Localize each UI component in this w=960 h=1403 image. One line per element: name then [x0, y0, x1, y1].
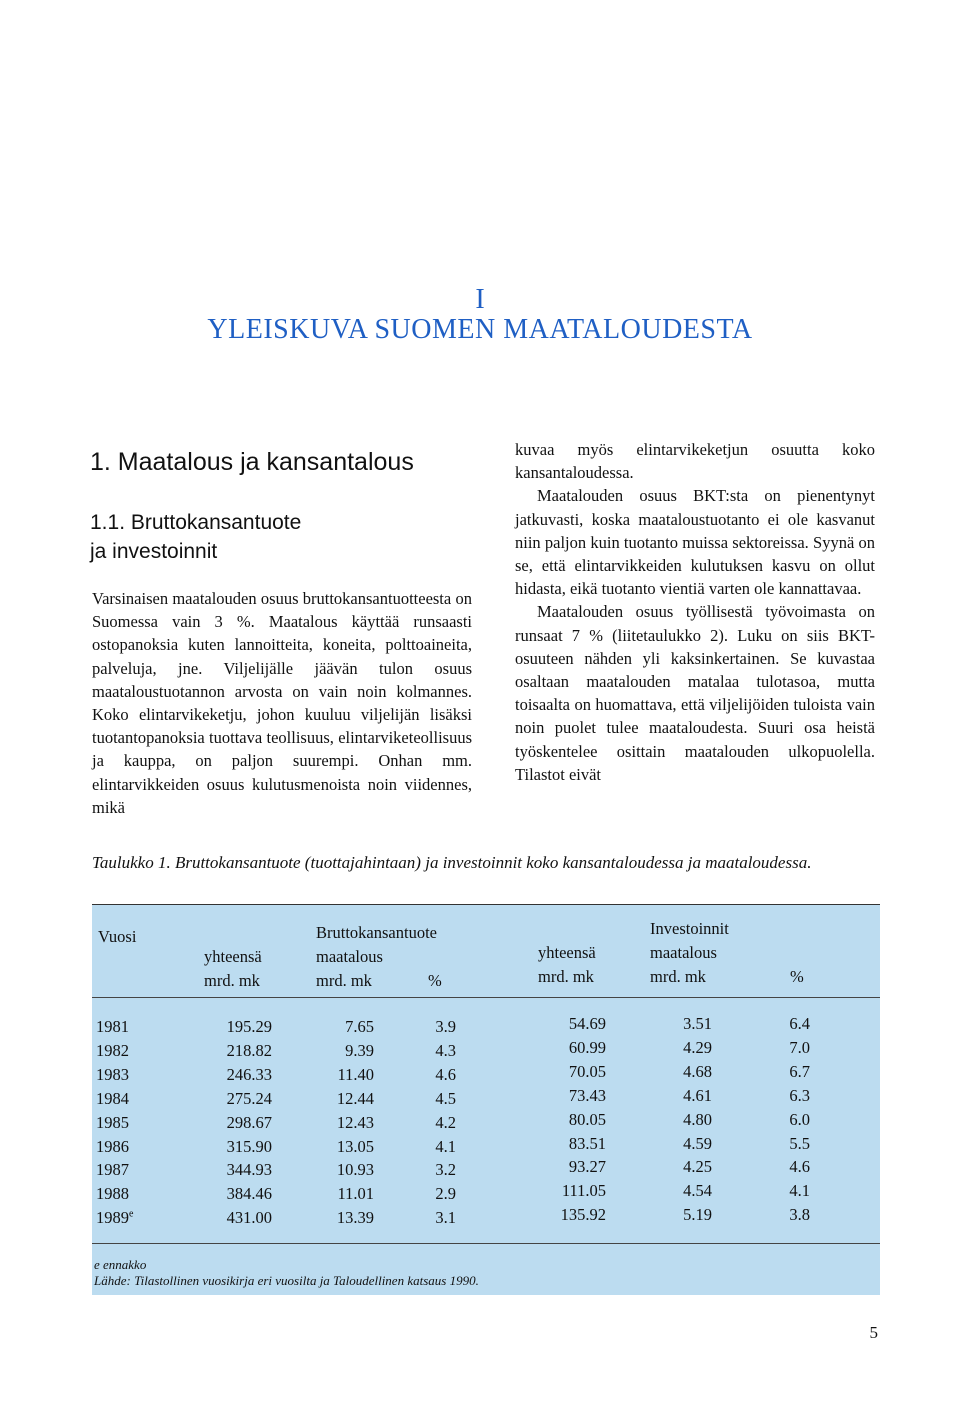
table-cell-bkt-agri: 12.44 — [336, 1088, 374, 1108]
table-cell-bkt-pct: 4.1 — [435, 1136, 456, 1156]
table-row-year: 1987 — [96, 1160, 129, 1180]
table-row-year: 1981 — [96, 1017, 129, 1036]
table-cell-bkt-pct: 4.3 — [435, 1040, 456, 1060]
table-cell-bkt-total: 384.46 — [226, 1184, 272, 1204]
table-cell-bkt-agri: 13.39 — [336, 1208, 374, 1228]
subsection-heading-line-1: 1.1. Bruttokansantuote — [90, 511, 302, 534]
table-cell-bkt-pct: 4.2 — [435, 1112, 456, 1132]
header-bkt-pct: % — [428, 971, 442, 990]
body-paragraph: Varsinaisen maatalouden osuus bruttokansantuotteesta on Suomessa vain 3 %. Maatalous käyttää runsaasti ostopanoksia kuten lannoitteita, koneita, polttoaineita, palveluja, jne. Viljelijälle jäävän tulon osuus maataloustuotannon arvosta on vain noin kolmannes. Koko elintarvikeketju, johon kuuluu viljelijän lisäksi tuotantopanoksia tuottava teollisuus, elintarviketeollisuus ja kauppa, on paljon suurempi. Onhan mm. elintarvikkeiden osuus kulutusmenoista noin viidennes, mikä — [92, 589, 472, 817]
section-heading: 1. Maatalous ja kansantalous — [90, 448, 414, 476]
page-number: 5 — [869, 1323, 878, 1342]
table-cell-bkt-total: 275.24 — [226, 1088, 272, 1108]
table-note: e ennakko — [94, 1257, 147, 1272]
table-cell-bkt-pct: 4.5 — [435, 1088, 456, 1108]
table-cell-inv-pct: 4.1 — [789, 1181, 810, 1201]
header-inv-total-unit: mrd. mk — [538, 967, 594, 986]
table-cell-inv-pct: 6.3 — [789, 1085, 810, 1105]
header-inv-agri: maatalous — [650, 943, 717, 962]
table-cell-bkt-pct: 2.9 — [435, 1184, 456, 1204]
table-cell-inv-total: 80.05 — [568, 1109, 606, 1129]
table-row-year: 1984 — [96, 1088, 129, 1108]
table-cell-bkt-total: 218.82 — [226, 1040, 272, 1060]
table-cell-inv-total: 70.05 — [568, 1061, 606, 1081]
table-row-year — [96, 1208, 133, 1228]
table-cell-inv-pct: 4.6 — [789, 1157, 810, 1177]
chapter-number: I — [475, 284, 485, 315]
table-cell-inv-agri: 4.61 — [683, 1085, 712, 1105]
table-cell-bkt-pct: 3.9 — [435, 1017, 456, 1036]
table-cell-inv-pct: 6.7 — [789, 1061, 810, 1081]
table-cell-inv-agri: 3.51 — [683, 1014, 712, 1033]
table-cell-bkt-agri: 12.43 — [336, 1112, 374, 1132]
chapter-title: YLEISKUVA SUOMEN MAATALOUDESTA — [207, 314, 753, 345]
body-column-left — [92, 587, 472, 819]
table-cell-inv-pct: 5.5 — [789, 1133, 810, 1153]
table-cell-bkt-agri: 13.05 — [336, 1136, 374, 1156]
table-row-year: 1986 — [96, 1136, 129, 1156]
table-cell-inv-total: 73.43 — [568, 1085, 606, 1105]
header-group-investments: Investoinnit — [650, 919, 729, 938]
table-source: Lähde: Tilastollinen vuosikirja eri vuosilta ja Taloudellinen katsaus 1990. — [94, 1273, 479, 1288]
table-cell-inv-pct: 3.8 — [789, 1205, 810, 1225]
footer-rule — [92, 1243, 880, 1244]
header-bkt-total: yhteensä — [204, 947, 262, 966]
table-row-year: 1988 — [96, 1184, 129, 1204]
table-cell-inv-agri: 5.19 — [683, 1205, 712, 1225]
header-group-bkt: Bruttokansantuote — [316, 923, 437, 942]
header-year: Vuosi — [98, 927, 137, 946]
table-row-year: 1983 — [96, 1064, 129, 1084]
table-cell-bkt-total: 246.33 — [226, 1064, 272, 1084]
header-bkt-agri-unit: mrd. mk — [316, 971, 372, 990]
table-cell-bkt-total: 298.67 — [226, 1112, 272, 1132]
header-inv-total: yhteensä — [538, 943, 596, 962]
header-rule — [92, 997, 880, 998]
table-row-year: 1985 — [96, 1112, 129, 1132]
table-cell-bkt-agri: 11.40 — [337, 1064, 374, 1084]
body-paragraph: kuvaa myös elintarvikeketjun osuutta koko kansantaloudessa. — [515, 440, 875, 483]
table-cell-inv-total: 83.51 — [568, 1133, 606, 1153]
table-cell-bkt-agri: 11.01 — [337, 1184, 374, 1204]
table-cell-bkt-agri: 7.65 — [345, 1017, 374, 1036]
table-cell-bkt-agri: 10.93 — [336, 1160, 374, 1180]
table-cell-inv-total: 60.99 — [568, 1037, 606, 1057]
table-cell-inv-agri: 4.68 — [683, 1061, 712, 1081]
body-paragraph: Maatalouden osuus työllisestä työvoimasta on runsaat 7 % (liitetaulukko 2). Luku on siis BKT-osuuteen nähden yli kaksinkertainen. Se kuvastaa osaltaan maatalouden matalaa tulotasoa, mutta toisaalta on huomattava, että viljelijöiden tuloista vain noin puolet tulee maataloudesta. Suuri osa heistä työskentelee osittain maatalouden ulkopuolella. Tilastot eivät — [515, 602, 875, 784]
header-bkt-total-unit: mrd. mk — [204, 971, 260, 990]
table-cell-bkt-pct: 4.6 — [435, 1064, 456, 1084]
table-cell-inv-agri: 4.59 — [683, 1133, 712, 1153]
table-cell-inv-total: 54.69 — [568, 1014, 606, 1033]
table-row-year: 1982 — [96, 1040, 129, 1060]
table-cell-inv-agri: 4.29 — [683, 1037, 712, 1057]
table-cell-bkt-total: 315.90 — [226, 1136, 272, 1156]
table-cell-inv-total: 135.92 — [560, 1205, 606, 1225]
table-cell-bkt-pct: 3.1 — [435, 1208, 456, 1228]
header-inv-agri-unit: mrd. mk — [650, 967, 706, 986]
body-paragraph: Maatalouden osuus BKT:sta on pienentynyt jatkuvasti, koska maataloustuotanto ei ole kasvanut niin paljon kuin tuotanto muissa sektoreissa. Syynä on se, että elintarvikkeiden kulutuksen kasvu on ollut hidasta, eikä tuotanto vientiä varten ole kannattavaa. — [515, 486, 875, 599]
table-cell-inv-agri: 4.25 — [683, 1157, 712, 1177]
table-cell-inv-agri: 4.80 — [683, 1109, 712, 1129]
subsection-heading-line-2: ja investoinnit — [90, 540, 218, 563]
table-cell-inv-pct: 6.4 — [789, 1014, 810, 1033]
table-cell-bkt-agri: 9.39 — [345, 1040, 374, 1060]
table-cell-inv-agri: 4.54 — [683, 1181, 712, 1201]
table-row-year-text: 1989 — [96, 1208, 129, 1228]
table-cell-inv-total: 93.27 — [568, 1157, 606, 1177]
table-row-year-note: e — [129, 1208, 134, 1220]
header-inv-pct: % — [790, 967, 804, 986]
table-cell-bkt-total: 344.93 — [226, 1160, 272, 1180]
table-cell-inv-total: 111.05 — [561, 1181, 606, 1201]
table-cell-bkt-total: 195.29 — [226, 1017, 272, 1036]
table-caption: Taulukko 1. Bruttokansantuote (tuottajahintaan) ja investoinnit koko kansantaloudessa ja maataloudessa. — [92, 853, 812, 872]
table-cell-bkt-pct: 3.2 — [435, 1160, 456, 1180]
header-bkt-agri: maatalous — [316, 947, 383, 966]
table-cell-inv-pct: 6.0 — [789, 1109, 810, 1129]
table-cell-inv-pct: 7.0 — [789, 1037, 810, 1057]
data-table — [92, 904, 880, 1295]
subsection-heading — [90, 508, 301, 566]
body-column-right — [515, 438, 875, 786]
table-cell-bkt-total: 431.00 — [226, 1208, 272, 1228]
